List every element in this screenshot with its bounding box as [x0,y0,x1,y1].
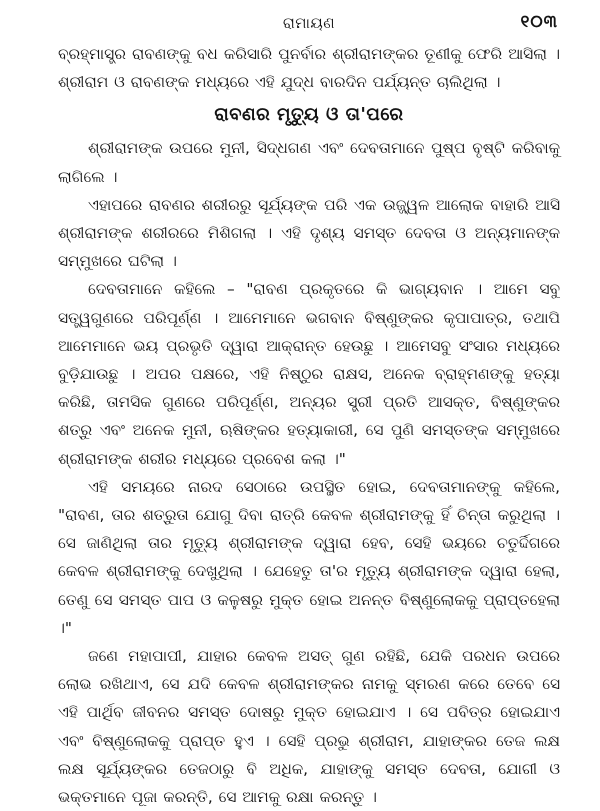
body-paragraph: ଶ୍ରୀରାମଙ୍କ ଉପରେ ମୁନୀ, ସିଦ୍ଧଗଣ ଏବଂ ଦେବତାମାନେ ପୁଷ୍ପ ବୃଷ୍ଟି କରିବାକୁ ଲାଗିଲେ । [58,139,560,186]
page-number: ୧୦୩ [520,12,558,32]
body-paragraph: ଏହି ସମୟରେ ନାରଦ ସେଠାରେ ଉପସ୍ଥିତ ହୋଇ, ଦେବତାମାନଙ୍କୁ କହିଲେ, "ରାବଣ, ତାର ଶତ୍ରୁତା ଯୋଗୁ ଦିବା ରାତ୍ରି କେବଳ ଶ୍ରୀରାମଙ୍କୁ ହିଁ ଚିନ୍ତା କରୁଥିଲା । ସେ ଜାଣିଥିଲା ତାର ମୃତ୍ୟୁ ଶ୍ରୀରାମଙ୍କ ଦ୍ୱାରା ହେବ, ସେହି ଭୟରେ ଚତୁର୍ଦ୍ଦିଗରେ କେବଳ ଶ୍ରୀରାମଙ୍କୁ ଦେଖୁଥିଲା । ଯେହେତୁ ତା'ର ମୃତ୍ୟୁ ଶ୍ରୀରାମଙ୍କ ଦ୍ୱାରା ହେଲା, ତେଣୁ ସେ ସମସ୍ତ ପାପ ଓ କଳୁଷରୁ ମୁକ୍ତ ହୋଇ ଅନନ୍ତ ବିଷ୍ଣୁଲୋକକୁ ପ୍ରାପ୍ତହେଲା ।" [58,477,560,637]
body-paragraph: ଜଣେ ମହାପାପୀ, ଯାହାର କେବଳ ଅସତ୍ ଗୁଣ ରହିଛି, ଯେକି ପରଧନ ଉପରେ ଲୋଭ ରଖିଥାଏ, ସେ ଯଦି କେବଳ ଶ୍ରୀରାମଙ୍କର ନାମକୁ ସ୍ମରଣ କରେ ତେବେ ସେ ଏହି ପାର୍ଥିବ ଜୀବନର ସମସ୍ତ ଦୋଷରୁ ମୁକ୍ତ ହୋଇଯାଏ । ସେ ପବିତ୍ର ହୋଇଯାଏ ଏବଂ ବିଷ୍ଣୁଲୋକକୁ ପ୍ରାପ୍ତ ହୁଏ । ସେହି ପ୍ରଭୁ ଶ୍ରୀରାମ, ଯାହାଙ୍କର ତେଜ ଲକ୍ଷ ଲକ୍ଷ ସୂର୍ଯ୍ୟଙ୍କର ତେଜଠାରୁ ବି ଅଧିକ, ଯାହାଙ୍କୁ ସମସ୍ତ ଦେବତା, ଯୋଗୀ ଓ ଭକ୍ତମାନେ ପୂଜା କରନ୍ତି, ସେ ଆମକୁ ରକ୍ଷା କରନ୍ତୁ । [58,647,560,807]
section-heading: ରାବଣର ମୃତ୍ୟୁ ଓ ତା'ପରେ [214,104,404,126]
running-header [58,0,560,40]
body-paragraph: ଏହାପରେ ରାବଣର ଶରୀରରୁ ସୂର୍ଯ୍ୟଙ୍କ ପରି ଏକ ଉଜ୍ଜ୍ୱଳ ଆଲୋକ ବାହାରି ଆସି ଶ୍ରୀରାମଙ୍କ ଶରୀରରେ ମିଶିଗଲା । ଏହି ଦୃଶ୍ୟ ସମସ୍ତ ଦେବତା ଓ ଅନ୍ୟମାନଙ୍କ ସମ୍ମୁଖରେ ଘଟିଲା । [58,195,560,271]
body-paragraph: ଦେବତାମାନେ କହିଲେ – "ରାବଣ ପ୍ରକୃତରେ କି ଭାଗ୍ୟବାନ । ଆମେ ସବୁ ସତ୍ତ୍ୱଗୁଣରେ ପରିପୂର୍ଣ୍ଣ । ଆମେମାନେ ଭଗବାନ ବିଷ୍ଣୁଙ୍କର କୃପାପାତ୍ର, ତଥାପି ଆମେମାନେ ଭୟ ପ୍ରଭୃତି ଦ୍ୱାରା ଆକ୍ରାନ୍ତ ହେଉଛୁ । ଆମେସବୁ ସଂସାର ମଧ୍ୟରେ ବୁଡ଼ିଯାଉଛୁ । ଅପର ପକ୍ଷରେ, ଏହି ନିଷ୍ଠୁର ରାକ୍ଷସ, ଅନେକ ବ୍ରାହ୍ମଣଙ୍କୁ ହତ୍ୟା କରିଛି, ତାମସିକ ଗୁଣରେ ପରିପୂର୍ଣ୍ଣ, ଅନ୍ୟର ସ୍ତ୍ରୀ ପ୍ରତି ଆସକ୍ତ, ବିଷ୍ଣୁଙ୍କର ଶତ୍ରୁ ଏବଂ ଅନେକ ମୁନୀ, ଋଷିଙ୍କର ହତ୍ୟାକାରୀ, ସେ ପୁଣି ସମସ୍ତଙ୍କ ସମ୍ମୁଖରେ ଶ୍ରୀରାମଙ୍କ ଶରୀର ମଧ୍ୟରେ ପ୍ରବେଶ କଲା ।" [58,280,560,468]
opening-paragraph: ବ୍ରହ୍ମାସ୍ତ୍ର ରାବଣଙ୍କୁ ବଧ କରିସାରି ପୁନର୍ବାର ଶ୍ରୀରାମଙ୍କର ତୂଣୀକୁ ଫେରି ଆସିଲା । ଶ୍ରୀରାମ ଓ ରାବଣଙ୍କ ମଧ୍ୟରେ ଏହି ଯୁଦ୍ଧ ବାରଦିନ ପର୍ଯ୍ୟନ୍ତ ଚାଲିଥିଲା । [58,45,560,92]
running-header-title: ରାମାୟଣ [282,14,336,32]
